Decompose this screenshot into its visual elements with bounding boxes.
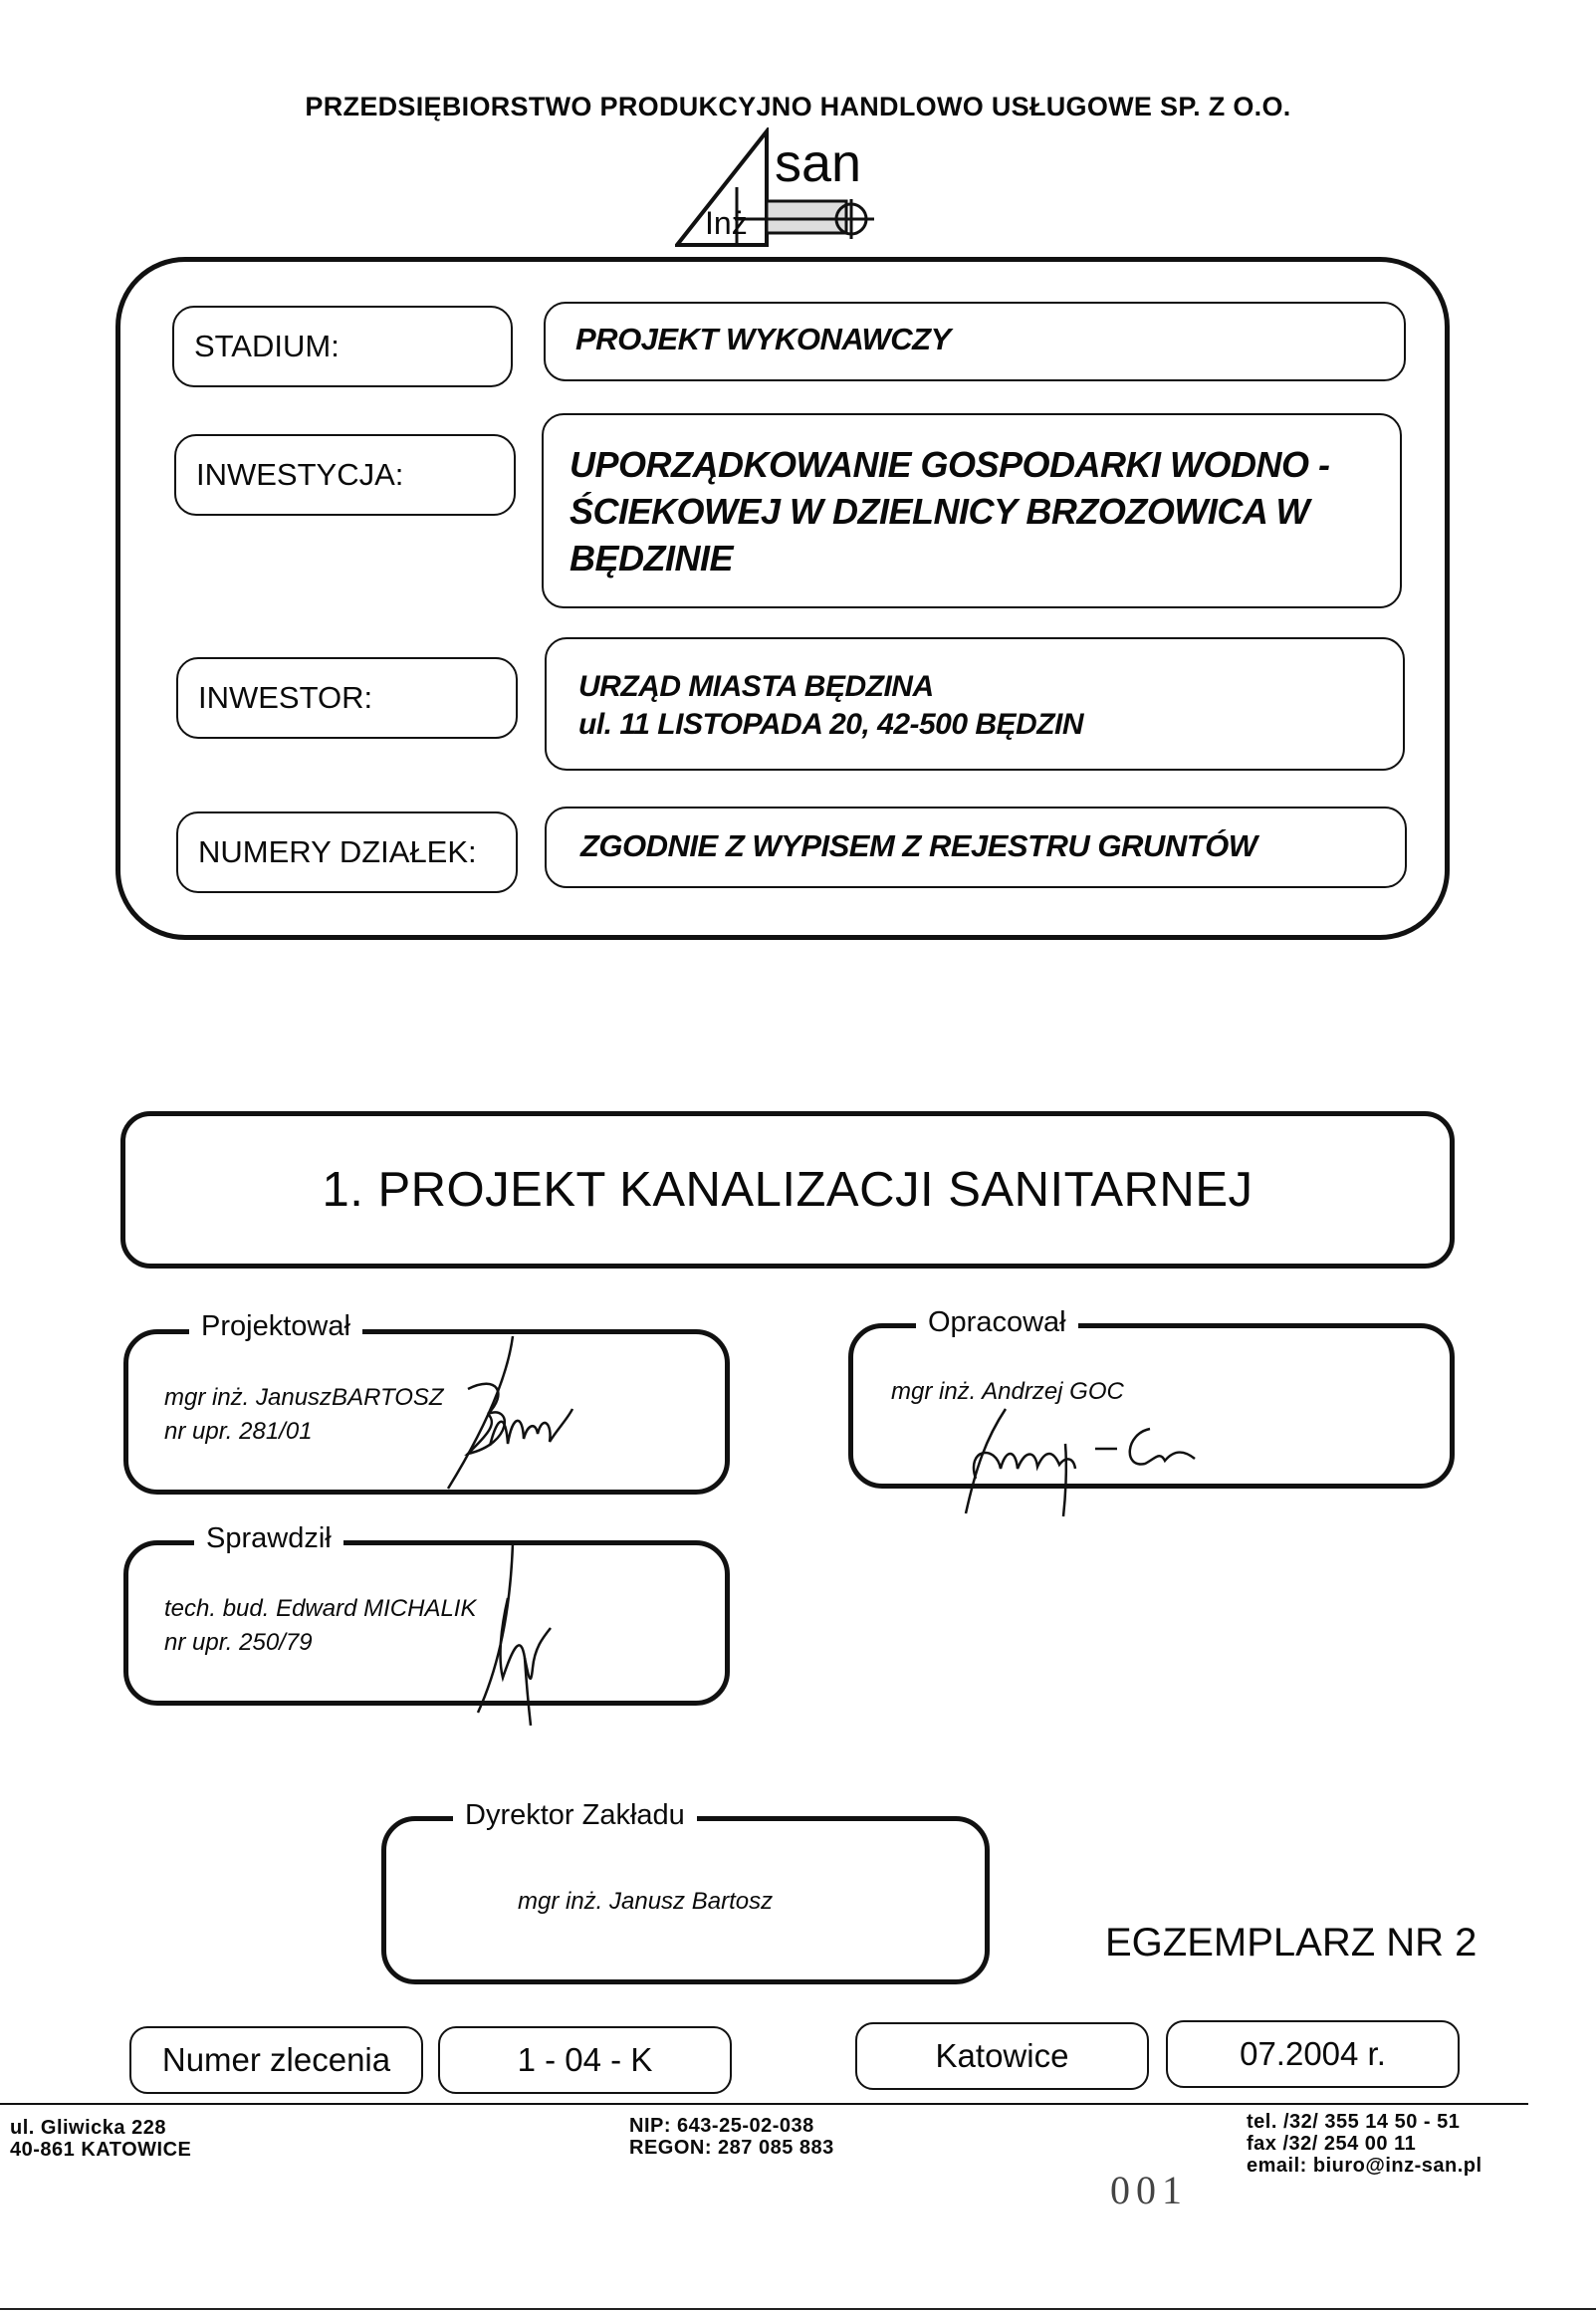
order-label: Numer zlecenia <box>161 2041 391 2078</box>
copy-label: EGZEMPLARZ NR 2 <box>1105 1921 1478 1965</box>
order-city-box <box>855 2022 1149 2090</box>
investor-value-line1: URZĄD MIASTA BĘDZINA <box>578 670 934 703</box>
investor-value-box <box>545 637 1405 771</box>
designed-license: nr upr. 281/01 <box>164 1418 313 1445</box>
footer-address-2: 40-861 KATOWICE <box>10 2139 192 2161</box>
logo-text-san: san <box>775 133 862 193</box>
director-legend: Dyrektor Zakładu <box>453 1798 697 1832</box>
investor-label: INWESTOR: <box>176 657 518 739</box>
footer-regon: REGON: 287 085 883 <box>629 2137 834 2159</box>
footer-rule <box>0 2103 1528 2105</box>
footer-address-1: ul. Gliwicka 228 <box>10 2117 166 2139</box>
director-name: mgr inż. Janusz Bartosz <box>518 1888 774 1915</box>
order-number-box <box>438 2026 732 2094</box>
plots-value-box <box>545 807 1407 888</box>
checked-name: tech. bud. Edward MICHALIK <box>164 1595 477 1622</box>
stadium-label: STADIUM: <box>172 306 513 387</box>
investment-value-box <box>542 413 1402 608</box>
checked-signature <box>473 1538 592 1728</box>
project-title-box <box>120 1111 1455 1269</box>
stadium-value-box <box>544 302 1406 381</box>
plots-label: NUMERY DZIAŁEK: <box>176 811 518 893</box>
page-number-stamp: 001 <box>1110 2168 1188 2212</box>
checked-license: nr upr. 250/79 <box>164 1629 313 1656</box>
designed-legend: Projektował <box>189 1309 362 1343</box>
order-city: Katowice <box>935 2037 1069 2074</box>
order-number: 1 - 04 - K <box>517 2041 653 2078</box>
company-logo <box>675 127 874 247</box>
order-date-box <box>1166 2020 1460 2088</box>
investor-value-line2: ul. 11 LISTOPADA 20, 42-500 BĘDZIN <box>578 708 1084 741</box>
prepared-legend: Opracował <box>916 1305 1078 1339</box>
company-name: PRZEDSIĘBIORSTWO PRODUKCYJNO HANDLOWO USŁUGOWE SP. Z O.O. <box>305 92 1291 121</box>
footer-fax: fax /32/ 254 00 11 <box>1247 2133 1417 2155</box>
order-label-box <box>129 2026 423 2094</box>
project-title: 1. PROJEKT KANALIZACJI SANITARNEJ <box>322 1163 1254 1217</box>
designed-signature <box>428 1334 587 1494</box>
footer-email: email: biuro@inz-san.pl <box>1247 2155 1482 2177</box>
footer-tel: tel. /32/ 355 14 50 - 51 <box>1247 2111 1461 2133</box>
footer-nip: NIP: 643-25-02-038 <box>629 2115 814 2137</box>
logo-text-inz: Inż <box>705 205 748 241</box>
plots-value: ZGODNIE Z WYPISEM Z REJESTRU GRUNTÓW <box>580 828 1257 863</box>
prepared-signature <box>956 1389 1215 1518</box>
stadium-value: PROJEKT WYKONAWCZY <box>575 322 951 356</box>
checked-legend: Sprawdził <box>194 1521 343 1555</box>
prepared-name: mgr inż. Andrzej GOC <box>891 1378 1124 1405</box>
investment-label: INWESTYCJA: <box>174 434 516 516</box>
designed-name: mgr inż. JanuszBARTOSZ <box>164 1384 444 1411</box>
order-date: 07.2004 r. <box>1240 2035 1386 2072</box>
investment-value: UPORZĄDKOWANIE GOSPODARKI WODNO - ŚCIEKOWEJ W DZIELNICY BRZOZOWICA W BĘDZINIE <box>570 444 1330 578</box>
bottom-edge-line <box>0 2308 1596 2310</box>
